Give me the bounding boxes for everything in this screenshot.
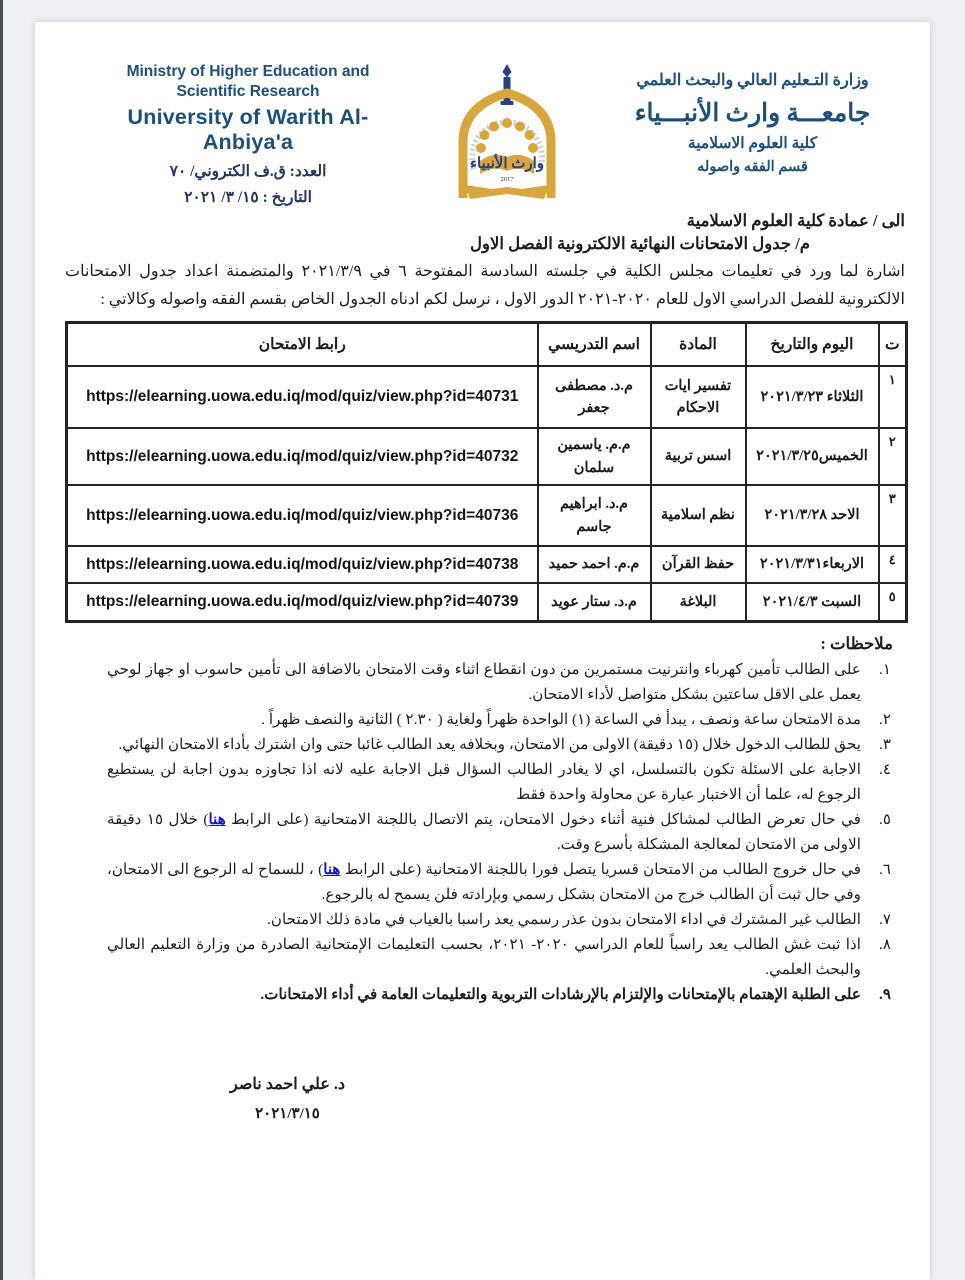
exam-link[interactable]: https://elearning.uowa.edu.iq/mod/quiz/view.php?id=40736 [86, 506, 519, 524]
col-header-exam-link: رابط الامتحان [67, 322, 538, 366]
note-item [107, 732, 891, 757]
exam-link[interactable]: https://elearning.uowa.edu.iq/mod/quiz/view.php?id=40739 [86, 592, 519, 610]
signer-name: د. علي احمد ناصر [229, 1076, 346, 1093]
note-item [107, 857, 891, 907]
university-name-en: University of Warith Al-Anbiya'a [127, 104, 369, 154]
note-item [107, 757, 891, 807]
header-arabic-block [600, 62, 905, 176]
note-number: ١. [879, 660, 891, 678]
day-date-cell: الخميس٢٠٢١/٣/٢٥ [746, 428, 879, 485]
notes-list [107, 657, 891, 1007]
table-row [67, 366, 907, 428]
col-header-day-date: اليوم والتاريخ [746, 322, 879, 366]
here-link[interactable]: هنا [323, 860, 341, 878]
header-english-block [83, 62, 413, 207]
intro-paragraph: اشارة لما ورد في تعليمات مجلس الكلية في جلسته السادسة المفتوحة ٦ في ٢٠٢١/٣/٩ والمتضمنة اعداد جدول الامتحانات الالكترونية للفصل الدراسي الاول للعام ٢٠٢٠-٢٠٢١ الدور الاول ، نرسل لكم ادناه الجدول الخاص بقسم الفقه واصوله وكالاتي : [65, 262, 905, 308]
exam-link[interactable]: https://elearning.uowa.edu.iq/mod/quiz/view.php?id=40731 [86, 388, 519, 406]
note-number: ٤. [879, 760, 891, 778]
subject-cell: اسس تربية [651, 428, 746, 485]
exam-link-cell [67, 546, 538, 583]
document-number: العدد: ق.ف الكتروني/ ٧٠ [169, 162, 327, 180]
logo-calligraphy: وارث الأنبياء [469, 156, 544, 172]
subject-cell: تفسير ايات الاحكام [651, 366, 746, 428]
letterhead [65, 22, 905, 207]
ribbon-shape [465, 185, 549, 199]
instructor-cell: م.د. مصطفى جعفر [538, 366, 651, 428]
note-text: على الطالب تأمين كهرباء وانترنيت مستمرين من دون انقطاع اثناء وقت الامتحان بالاضافة الى تأمين حاسوب او جهاز لوحي يعمل على الاقل ساعتين بشكل متواصل لأداء الامتحان. [107, 660, 861, 703]
note-text: يحق للطالب الدخول خلال (١٥ دقيقة) الاولى من الامتحان، وبخلافه يعد الطالب غائبا حتى وان اشترك بأداء الامتحان النهائي. [118, 735, 861, 753]
college-name: كلية العلوم الاسلامية [687, 135, 818, 152]
note-number: ٦. [879, 860, 891, 878]
here-link[interactable]: هنا [208, 810, 226, 828]
note-number: ٧. [879, 910, 891, 928]
row-index: ٥ [879, 583, 907, 621]
document-page [35, 22, 930, 1280]
exam-link-cell [67, 428, 538, 485]
subject-cell: نظم اسلامية [651, 485, 746, 546]
day-date-cell: الاحد ٢٠٢١/٣/٢٨ [746, 485, 879, 546]
note-text: الاجابة على الاسئلة تكون بالتسلسل، اي لا يغادر الطالب السؤال قبل الاجابة عليه لانه اذا تجاوزه بدون اجابة لن يستطيع الرجوع له، علما أن الاختبار عبارة عن محاولة واحدة فقط [107, 760, 861, 803]
table-row [67, 485, 907, 546]
exam-schedule-table [65, 321, 908, 623]
table-row [67, 428, 907, 485]
university-name-ar: جامعـــة وارث الأنبـــياء [634, 100, 871, 127]
day-date-cell: الثلاثاء ٢٠٢١/٣/٢٣ [746, 366, 879, 428]
note-text-segment: في حال تعرض الطالب لمشاكل فنية أثناء دخول الامتحان، يتم الاتصال باللجنة الامتحانية (على الرابط [225, 810, 861, 828]
table-row [67, 583, 907, 621]
signature-block [195, 1074, 380, 1123]
subject-cell: حفظ القرآن [651, 546, 746, 583]
day-date-cell: الاربعاء٢٠٢١/٣/٣١ [746, 546, 879, 583]
note-number: ٣. [879, 735, 891, 753]
note-text-segment: ) ، للسماح له الرجوع الى الامتحان، وفي حال ثبت أن الطالب خرج من الامتحان بشكل رسمي وبإرادته فلن يسمح له بالرجوع. [107, 860, 861, 903]
note-text: اذا ثبت غش الطالب يعد راسباً للعام الدراسي ٢٠٢٠- ٢٠٢١، بحسب التعليمات الإمتحانية الصادرة من وزارة التعليم العالي والبحث العلمي. [107, 935, 861, 978]
addressee-line: الى / عمادة كلية العلوم الاسلامية [686, 210, 905, 230]
note-number: ٨. [879, 935, 891, 953]
instructor-cell: م.د. ستار عويد [538, 583, 651, 621]
exam-link[interactable]: https://elearning.uowa.edu.iq/mod/quiz/view.php?id=40732 [86, 447, 519, 465]
note-item [107, 932, 891, 982]
instructor-cell: م.م. ياسمين سلمان [538, 428, 651, 485]
note-item [107, 982, 891, 1007]
row-index: ١ [879, 366, 907, 428]
note-text: على الطلبة الإهتمام بالإمتحانات والإلتزام بالإرشادات التربوية والتعليمات العامة في أداء الامتحانات. [260, 985, 861, 1003]
scan-edge [0, 0, 3, 1280]
scalloped-dome [476, 118, 538, 153]
note-number: ٩. [879, 985, 891, 1003]
note-item [107, 807, 891, 857]
note-text-segment: في حال خروج الطالب من الامتحان قسريا يتصل فورا باللجنة الامتحانية (على الرابط [340, 860, 861, 878]
table-header-row [67, 322, 907, 366]
note-number: ٢. [879, 710, 891, 728]
table-row [67, 546, 907, 583]
logo-year: 2017 [500, 176, 513, 183]
row-index: ٤ [879, 546, 907, 583]
note-item [107, 657, 891, 707]
col-header-index: ت [879, 322, 907, 366]
note-text [107, 807, 861, 857]
note-number: ٥. [879, 810, 891, 828]
col-header-instructor: اسم التدريسي [538, 322, 651, 366]
note-text-segment: ) خلال ١٥ دقيقة الاولى من الامتحان لمعالجة المشكلة بأسرع وقت. [107, 810, 861, 853]
note-text [107, 857, 861, 907]
day-date-cell: السبت ٢٠٢١/٤/٣ [746, 583, 879, 621]
subject-line: م/ جدول الامتحانات النهائية الالكترونية الفصل الاول [470, 233, 810, 253]
notes-title: ملاحظات : [820, 633, 893, 653]
note-item [107, 707, 891, 732]
ministry-name-en-2: Scientific Research [176, 82, 320, 100]
instructor-cell: م.د. ابراهيم جاسم [538, 485, 651, 546]
note-item [107, 907, 891, 932]
exam-link-cell [67, 583, 538, 621]
row-index: ٣ [879, 485, 907, 546]
university-emblem [447, 64, 567, 204]
ministry-name-ar: وزارة التـعليم العالي والبحث العلمي [636, 72, 869, 89]
exam-link[interactable]: https://elearning.uowa.edu.iq/mod/quiz/view.php?id=40738 [86, 555, 519, 573]
note-text: الطالب غير المشترك في اداء الامتحان بدون عذر رسمي يعد راسبا بالغياب في مادة ذلك الامتحان. [267, 910, 861, 928]
note-text: مدة الامتحان ساعة ونصف ، يبدأ في الساعة (١) الواحدة ظهراً ولغاية ( ٢.٣٠ ) الثانية والنصف ظهراً . [261, 710, 861, 728]
document-date: التاريخ : ١٥/ ٣/ ٢٠٢١ [184, 188, 312, 206]
exam-link-cell [67, 485, 538, 546]
exam-link-cell [67, 366, 538, 428]
row-index: ٢ [879, 428, 907, 485]
subject-cell: البلاغة [651, 583, 746, 621]
col-header-subject: المادة [651, 322, 746, 366]
signature-date: ٢٠٢١/٣/١٥ [255, 1106, 320, 1122]
ministry-name-en: Ministry of Higher Education and [126, 63, 370, 80]
university-logo [442, 62, 572, 204]
department-name: قسم الفقه واصوله [697, 159, 808, 175]
instructor-cell: م.م. احمد حميد [538, 546, 651, 583]
